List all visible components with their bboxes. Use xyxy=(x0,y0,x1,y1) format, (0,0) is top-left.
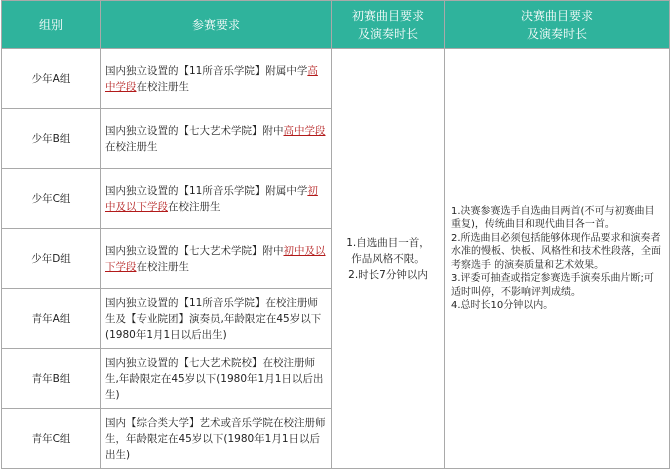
group-cell: 青年B组 xyxy=(2,349,101,409)
group-cell: 少年A组 xyxy=(2,49,101,109)
prelim-line2: 作品风格不限。 xyxy=(351,252,425,265)
requirement-cell: 国内独立设置的【七大艺术院校】在校注册师生,年龄限定在45岁以下(1980年1月1日以后出生) xyxy=(101,349,332,409)
final-item-2: 2.所选曲目必须包括能够体现作品要求和演奏者水准的慢板、快板、风格性和技术性段落，全面考察选手 的演奏质量和艺术效果。 xyxy=(451,232,661,271)
prelim-line3: 2.时长7分钟以内 xyxy=(348,268,428,281)
requirement-cell: 国内独立设置的【七大艺术学院】附中高中学段在校注册生 xyxy=(101,109,332,169)
requirement-cell: 国内独立设置的【11所音乐学院】在校注册师生及【专业院团】演奏员,年龄限定在45岁以下(1980年1月1日以后出生) xyxy=(101,289,332,349)
requirement-cell: 国内独立设置的【七大艺术学院】附中初中及以下学段在校注册生 xyxy=(101,229,332,289)
header-prelim-line1: 初赛曲目要求 xyxy=(351,8,424,23)
group-cell: 少年C组 xyxy=(2,169,101,229)
group-cell: 青年C组 xyxy=(2,409,101,469)
header-row xyxy=(2,1,670,49)
highlight-text: 高中学段 xyxy=(283,124,326,137)
highlight-text: 初中及以下学段 xyxy=(105,184,318,213)
group-cell: 少年D组 xyxy=(2,229,101,289)
prelim-requirements-cell xyxy=(332,49,445,469)
prelim-line1: 1.自选曲目一首， xyxy=(346,236,430,249)
highlight-text: 高中学段 xyxy=(105,64,318,93)
final-item-3: 3.评委可抽查或指定参赛选手演奏乐曲片断;可适时叫停，不影响评判成绩。 xyxy=(451,273,654,298)
header-prelim-line2: 及演奏时长 xyxy=(357,26,418,41)
header-group: 组别 xyxy=(2,1,101,49)
header-final-line2: 及演奏时长 xyxy=(526,26,587,41)
final-item-4: 4.总时长10分钟以内。 xyxy=(451,300,554,311)
requirement-cell: 国内【综合类大学】艺术或音乐学院在校注册师生，年龄限定在45岁以下(1980年1月1日以后出生) xyxy=(101,409,332,469)
final-item-1: 1.决赛参赛选手自选曲目两首(不可与初赛曲目重复)，传统曲目和现代曲目各一首。 xyxy=(451,205,655,230)
requirement-cell: 国内独立设置的【11所音乐学院】附属中学高中学段在校注册生 xyxy=(101,49,332,109)
header-final-line1: 决赛曲目要求 xyxy=(520,8,593,23)
requirement-cell: 国内独立设置的【11所音乐学院】附属中学初中及以下学段在校注册生 xyxy=(101,169,332,229)
final-requirements-cell xyxy=(445,49,670,469)
highlight-text: 初中及以下学段 xyxy=(105,244,326,273)
group-cell: 少年B组 xyxy=(2,109,101,169)
table-row xyxy=(2,49,670,109)
header-final xyxy=(445,1,670,49)
group-cell: 青年A组 xyxy=(2,289,101,349)
header-prelim xyxy=(332,1,445,49)
competition-requirements-table xyxy=(1,0,670,469)
header-requirements: 参赛要求 xyxy=(101,1,332,49)
